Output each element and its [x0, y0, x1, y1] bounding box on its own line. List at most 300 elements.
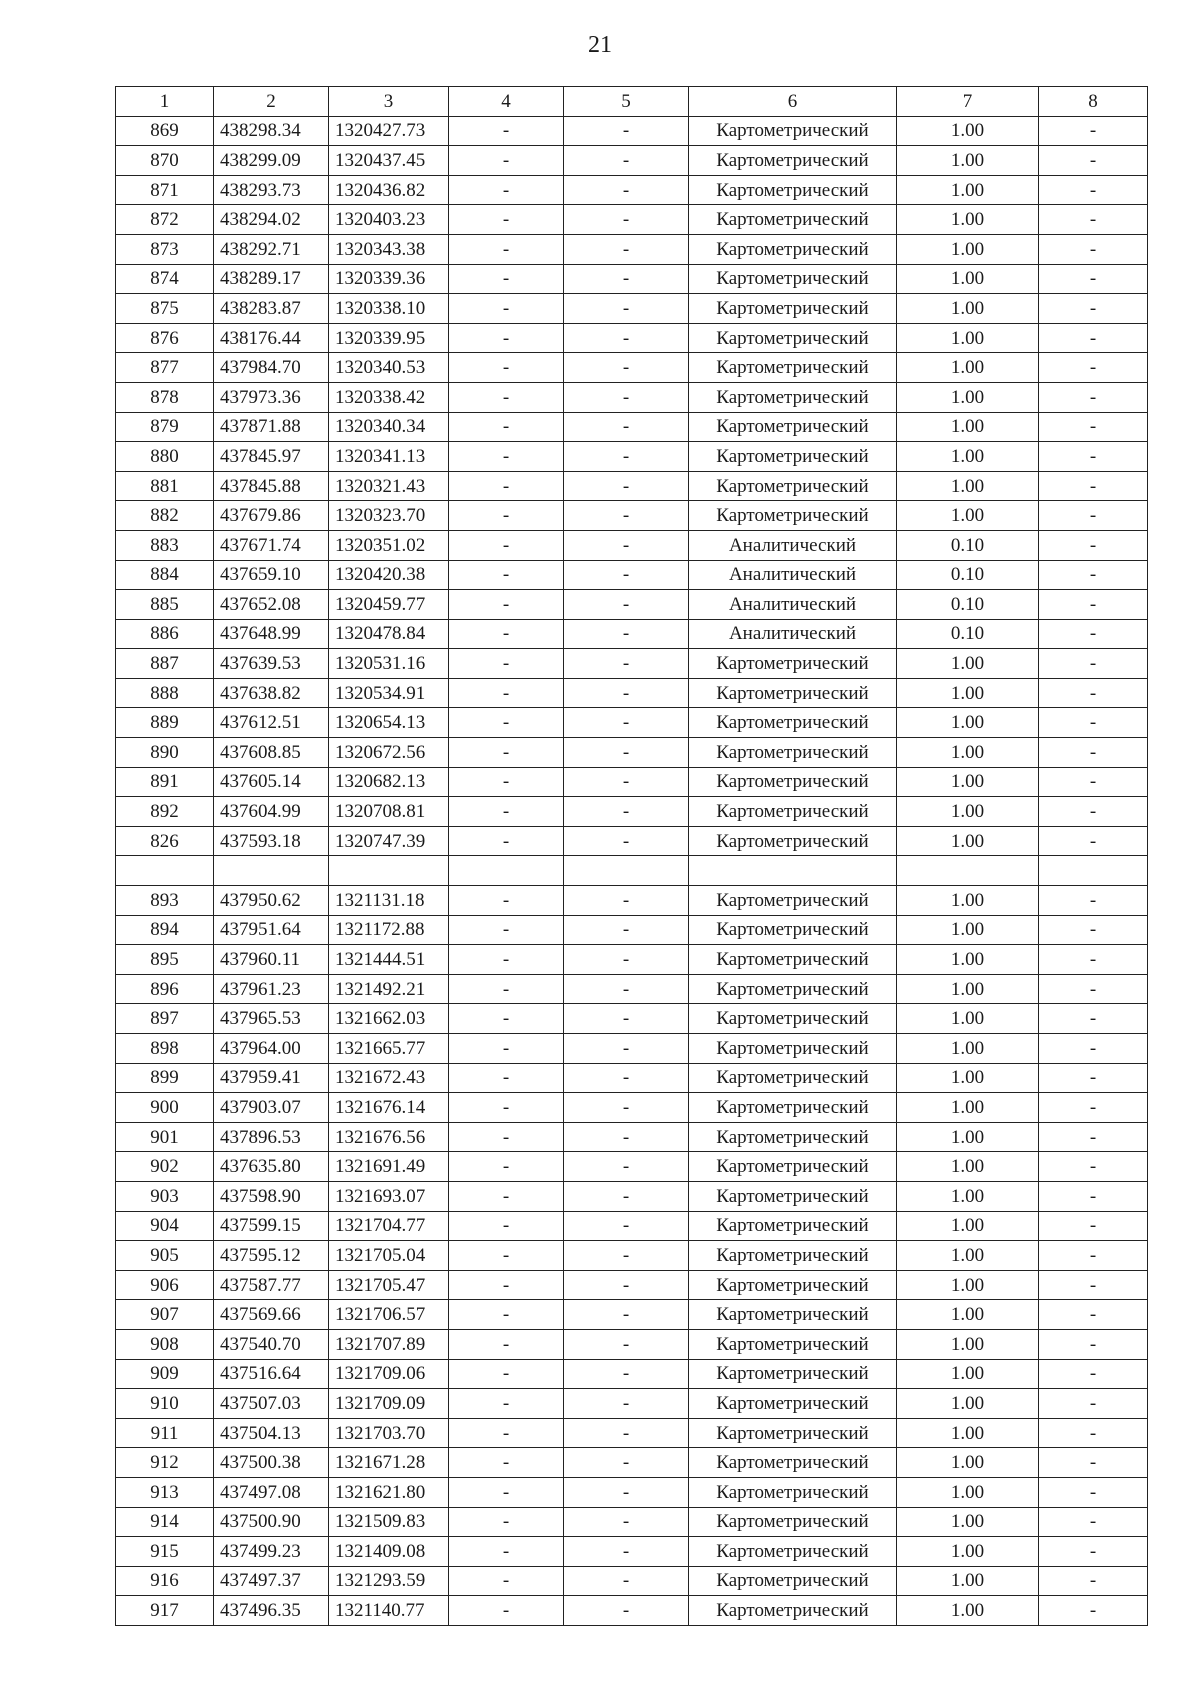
table-row — [116, 1329, 1148, 1359]
method-value: Картометрический — [689, 175, 897, 205]
y-coordinate: 1320534.91 — [329, 678, 449, 708]
x-coordinate: 437951.64 — [214, 915, 329, 945]
table-row — [116, 1093, 1148, 1123]
x-coordinate: 438289.17 — [214, 264, 329, 294]
x-coordinate: 437604.99 — [214, 797, 329, 827]
table-row — [116, 1211, 1148, 1241]
method-value: Аналитический — [689, 530, 897, 560]
column-header: 8 — [1039, 87, 1148, 117]
y-coordinate: 1320747.39 — [329, 826, 449, 856]
column-4-value: - — [449, 1537, 564, 1567]
method-value: Картометрический — [689, 353, 897, 383]
x-coordinate: 437499.23 — [214, 1537, 329, 1567]
method-value: Картометрический — [689, 1270, 897, 1300]
point-number: 902 — [116, 1152, 214, 1182]
table-row — [116, 1063, 1148, 1093]
column-5-value: - — [564, 1063, 689, 1093]
method-value: Картометрический — [689, 1596, 897, 1626]
column-5-value: - — [564, 1211, 689, 1241]
method-value: Картометрический — [689, 1063, 897, 1093]
x-coordinate: 437648.99 — [214, 619, 329, 649]
table-row — [116, 353, 1148, 383]
column-5-value: - — [564, 649, 689, 679]
point-number: 881 — [116, 471, 214, 501]
x-coordinate — [214, 856, 329, 886]
accuracy-value: 1.00 — [897, 205, 1039, 235]
column-8-value: - — [1039, 797, 1148, 827]
column-4-value: - — [449, 1211, 564, 1241]
accuracy-value: 1.00 — [897, 1152, 1039, 1182]
accuracy-value: 1.00 — [897, 1270, 1039, 1300]
y-coordinate: 1320321.43 — [329, 471, 449, 501]
table-row — [116, 738, 1148, 768]
column-5-value: - — [564, 1093, 689, 1123]
column-5-value: - — [564, 1034, 689, 1064]
column-4-value: - — [449, 797, 564, 827]
x-coordinate: 437599.15 — [214, 1211, 329, 1241]
column-header: 5 — [564, 87, 689, 117]
column-5-value — [564, 856, 689, 886]
x-coordinate: 437569.66 — [214, 1300, 329, 1330]
coordinates-table — [115, 86, 1148, 1626]
accuracy-value: 1.00 — [897, 1389, 1039, 1419]
column-4-value: - — [449, 1181, 564, 1211]
column-4-value: - — [449, 590, 564, 620]
y-coordinate: 1321665.77 — [329, 1034, 449, 1064]
point-number: 908 — [116, 1329, 214, 1359]
accuracy-value: 0.10 — [897, 619, 1039, 649]
accuracy-value: 1.00 — [897, 412, 1039, 442]
x-coordinate: 437961.23 — [214, 974, 329, 1004]
accuracy-value: 1.00 — [897, 382, 1039, 412]
column-5-value: - — [564, 1122, 689, 1152]
column-5-value: - — [564, 205, 689, 235]
column-5-value: - — [564, 1270, 689, 1300]
column-4-value: - — [449, 1418, 564, 1448]
point-number: 876 — [116, 323, 214, 353]
column-5-value: - — [564, 945, 689, 975]
x-coordinate: 437903.07 — [214, 1093, 329, 1123]
point-number — [116, 856, 214, 886]
column-8-value: - — [1039, 146, 1148, 176]
column-4-value: - — [449, 205, 564, 235]
method-value: Картометрический — [689, 442, 897, 472]
column-5-value: - — [564, 1596, 689, 1626]
method-value: Картометрический — [689, 382, 897, 412]
column-8-value: - — [1039, 530, 1148, 560]
y-coordinate: 1321693.07 — [329, 1181, 449, 1211]
column-5-value: - — [564, 1566, 689, 1596]
y-coordinate: 1320340.34 — [329, 412, 449, 442]
accuracy-value: 1.00 — [897, 1537, 1039, 1567]
column-8-value: - — [1039, 767, 1148, 797]
column-8-value: - — [1039, 1211, 1148, 1241]
table-row — [116, 708, 1148, 738]
column-4-value: - — [449, 1448, 564, 1478]
x-coordinate: 437845.97 — [214, 442, 329, 472]
column-8-value: - — [1039, 471, 1148, 501]
x-coordinate: 437608.85 — [214, 738, 329, 768]
column-8-value: - — [1039, 826, 1148, 856]
x-coordinate: 437973.36 — [214, 382, 329, 412]
accuracy-value: 0.10 — [897, 590, 1039, 620]
column-4-value: - — [449, 382, 564, 412]
column-8-value: - — [1039, 412, 1148, 442]
column-5-value: - — [564, 294, 689, 324]
accuracy-value: 1.00 — [897, 1507, 1039, 1537]
point-number: 885 — [116, 590, 214, 620]
x-coordinate: 437679.86 — [214, 501, 329, 531]
accuracy-value: 1.00 — [897, 1063, 1039, 1093]
table-row — [116, 116, 1148, 146]
x-coordinate: 437984.70 — [214, 353, 329, 383]
method-value: Картометрический — [689, 471, 897, 501]
point-number: 907 — [116, 1300, 214, 1330]
x-coordinate: 437507.03 — [214, 1389, 329, 1419]
accuracy-value: 1.00 — [897, 649, 1039, 679]
accuracy-value: 1.00 — [897, 1241, 1039, 1271]
x-coordinate: 438176.44 — [214, 323, 329, 353]
accuracy-value: 1.00 — [897, 1329, 1039, 1359]
accuracy-value: 1.00 — [897, 767, 1039, 797]
y-coordinate: 1320339.95 — [329, 323, 449, 353]
y-coordinate: 1321709.06 — [329, 1359, 449, 1389]
x-coordinate: 437540.70 — [214, 1329, 329, 1359]
method-value: Картометрический — [689, 974, 897, 1004]
column-5-value: - — [564, 323, 689, 353]
column-4-value: - — [449, 1034, 564, 1064]
column-8-value: - — [1039, 353, 1148, 383]
column-4-value: - — [449, 560, 564, 590]
point-number: 884 — [116, 560, 214, 590]
x-coordinate: 437595.12 — [214, 1241, 329, 1271]
accuracy-value: 1.00 — [897, 323, 1039, 353]
accuracy-value: 1.00 — [897, 797, 1039, 827]
y-coordinate: 1320459.77 — [329, 590, 449, 620]
x-coordinate: 437496.35 — [214, 1596, 329, 1626]
x-coordinate: 437598.90 — [214, 1181, 329, 1211]
column-8-value: - — [1039, 1181, 1148, 1211]
y-coordinate: 1321703.70 — [329, 1418, 449, 1448]
column-4-value: - — [449, 1329, 564, 1359]
point-number: 904 — [116, 1211, 214, 1241]
column-8-value: - — [1039, 1329, 1148, 1359]
x-coordinate: 437587.77 — [214, 1270, 329, 1300]
x-coordinate: 437965.53 — [214, 1004, 329, 1034]
method-value: Картометрический — [689, 1477, 897, 1507]
y-coordinate: 1320427.73 — [329, 116, 449, 146]
y-coordinate: 1320403.23 — [329, 205, 449, 235]
table-row — [116, 146, 1148, 176]
x-coordinate: 437605.14 — [214, 767, 329, 797]
point-number: 911 — [116, 1418, 214, 1448]
point-number: 894 — [116, 915, 214, 945]
y-coordinate: 1320708.81 — [329, 797, 449, 827]
point-number: 883 — [116, 530, 214, 560]
y-coordinate: 1321131.18 — [329, 886, 449, 916]
method-value: Картометрический — [689, 234, 897, 264]
x-coordinate: 437959.41 — [214, 1063, 329, 1093]
column-8-value: - — [1039, 1093, 1148, 1123]
table-row — [116, 1241, 1148, 1271]
column-8-value: - — [1039, 915, 1148, 945]
y-coordinate: 1320478.84 — [329, 619, 449, 649]
point-number: 917 — [116, 1596, 214, 1626]
point-number: 890 — [116, 738, 214, 768]
table-row — [116, 886, 1148, 916]
accuracy-value: 1.00 — [897, 1596, 1039, 1626]
column-8-value: - — [1039, 678, 1148, 708]
column-4-value — [449, 856, 564, 886]
method-value: Картометрический — [689, 1566, 897, 1596]
table-row — [116, 382, 1148, 412]
column-5-value: - — [564, 797, 689, 827]
accuracy-value: 0.10 — [897, 530, 1039, 560]
column-8-value: - — [1039, 708, 1148, 738]
table-row — [116, 1389, 1148, 1419]
x-coordinate: 437871.88 — [214, 412, 329, 442]
method-value: Картометрический — [689, 1329, 897, 1359]
y-coordinate: 1320338.42 — [329, 382, 449, 412]
table-row — [116, 797, 1148, 827]
method-value: Картометрический — [689, 501, 897, 531]
table-row — [116, 826, 1148, 856]
column-8-value: - — [1039, 1241, 1148, 1271]
table-row — [116, 1270, 1148, 1300]
column-4-value: - — [449, 1063, 564, 1093]
x-coordinate: 437845.88 — [214, 471, 329, 501]
column-5-value: - — [564, 1241, 689, 1271]
point-number: 916 — [116, 1566, 214, 1596]
column-4-value: - — [449, 146, 564, 176]
point-number: 872 — [116, 205, 214, 235]
accuracy-value: 1.00 — [897, 501, 1039, 531]
x-coordinate: 437950.62 — [214, 886, 329, 916]
accuracy-value: 1.00 — [897, 175, 1039, 205]
table-row — [116, 175, 1148, 205]
y-coordinate: 1321704.77 — [329, 1211, 449, 1241]
column-4-value: - — [449, 501, 564, 531]
table-row — [116, 619, 1148, 649]
accuracy-value: 1.00 — [897, 826, 1039, 856]
column-8-value: - — [1039, 294, 1148, 324]
column-5-value: - — [564, 442, 689, 472]
point-number: 875 — [116, 294, 214, 324]
y-coordinate: 1320437.45 — [329, 146, 449, 176]
point-number: 877 — [116, 353, 214, 383]
column-8-value: - — [1039, 1300, 1148, 1330]
column-8-value: - — [1039, 501, 1148, 531]
column-4-value: - — [449, 974, 564, 1004]
y-coordinate: 1321409.08 — [329, 1537, 449, 1567]
column-5-value: - — [564, 886, 689, 916]
accuracy-value: 1.00 — [897, 353, 1039, 383]
x-coordinate: 437516.64 — [214, 1359, 329, 1389]
y-coordinate: 1321172.88 — [329, 915, 449, 945]
table-row — [116, 1566, 1148, 1596]
x-coordinate: 437638.82 — [214, 678, 329, 708]
accuracy-value: 1.00 — [897, 1211, 1039, 1241]
method-value: Картометрический — [689, 294, 897, 324]
column-5-value: - — [564, 146, 689, 176]
x-coordinate: 437652.08 — [214, 590, 329, 620]
method-value: Картометрический — [689, 1093, 897, 1123]
column-4-value: - — [449, 116, 564, 146]
point-number: 871 — [116, 175, 214, 205]
method-value: Картометрический — [689, 1300, 897, 1330]
point-number: 892 — [116, 797, 214, 827]
table-row — [116, 1359, 1148, 1389]
table-row — [116, 915, 1148, 945]
column-8-value: - — [1039, 1477, 1148, 1507]
accuracy-value: 1.00 — [897, 1418, 1039, 1448]
y-coordinate: 1321509.83 — [329, 1507, 449, 1537]
x-coordinate: 437635.80 — [214, 1152, 329, 1182]
x-coordinate: 438293.73 — [214, 175, 329, 205]
y-coordinate: 1321707.89 — [329, 1329, 449, 1359]
y-coordinate — [329, 856, 449, 886]
column-8-value: - — [1039, 1004, 1148, 1034]
point-number: 878 — [116, 382, 214, 412]
y-coordinate: 1320436.82 — [329, 175, 449, 205]
x-coordinate: 438299.09 — [214, 146, 329, 176]
column-4-value: - — [449, 294, 564, 324]
table-row — [116, 1448, 1148, 1478]
y-coordinate: 1320420.38 — [329, 560, 449, 590]
column-4-value: - — [449, 442, 564, 472]
accuracy-value: 1.00 — [897, 1093, 1039, 1123]
column-5-value: - — [564, 264, 689, 294]
column-8-value: - — [1039, 590, 1148, 620]
column-5-value: - — [564, 116, 689, 146]
column-5-value: - — [564, 234, 689, 264]
column-8-value: - — [1039, 1122, 1148, 1152]
table-row — [116, 1122, 1148, 1152]
y-coordinate: 1320338.10 — [329, 294, 449, 324]
accuracy-value: 1.00 — [897, 1034, 1039, 1064]
point-number: 873 — [116, 234, 214, 264]
y-coordinate: 1320682.13 — [329, 767, 449, 797]
point-number: 913 — [116, 1477, 214, 1507]
column-8-value: - — [1039, 1034, 1148, 1064]
point-number: 882 — [116, 501, 214, 531]
table-row — [116, 1507, 1148, 1537]
table-row — [116, 323, 1148, 353]
y-coordinate: 1321444.51 — [329, 945, 449, 975]
column-5-value: - — [564, 353, 689, 383]
method-value — [689, 856, 897, 886]
x-coordinate: 437659.10 — [214, 560, 329, 590]
table-row — [116, 1004, 1148, 1034]
method-value: Картометрический — [689, 1211, 897, 1241]
column-8-value: - — [1039, 175, 1148, 205]
column-8-value: - — [1039, 1389, 1148, 1419]
y-coordinate: 1321621.80 — [329, 1477, 449, 1507]
column-5-value: - — [564, 1477, 689, 1507]
method-value: Картометрический — [689, 1537, 897, 1567]
column-5-value: - — [564, 1329, 689, 1359]
table-row — [116, 1477, 1148, 1507]
column-5-value: - — [564, 382, 689, 412]
y-coordinate: 1320340.53 — [329, 353, 449, 383]
column-4-value: - — [449, 264, 564, 294]
column-5-value: - — [564, 738, 689, 768]
accuracy-value: 1.00 — [897, 1004, 1039, 1034]
method-value: Картометрический — [689, 1122, 897, 1152]
x-coordinate: 437497.08 — [214, 1477, 329, 1507]
method-value: Картометрический — [689, 1241, 897, 1271]
y-coordinate: 1321492.21 — [329, 974, 449, 1004]
accuracy-value: 1.00 — [897, 945, 1039, 975]
method-value: Картометрический — [689, 678, 897, 708]
accuracy-value: 1.00 — [897, 708, 1039, 738]
point-number: 901 — [116, 1122, 214, 1152]
column-5-value: - — [564, 826, 689, 856]
column-4-value: - — [449, 767, 564, 797]
column-4-value: - — [449, 886, 564, 916]
table-row — [116, 974, 1148, 1004]
y-coordinate: 1321671.28 — [329, 1448, 449, 1478]
column-8-value: - — [1039, 738, 1148, 768]
table-row — [116, 560, 1148, 590]
method-value: Аналитический — [689, 619, 897, 649]
column-4-value: - — [449, 1093, 564, 1123]
point-number: 914 — [116, 1507, 214, 1537]
y-coordinate: 1320339.36 — [329, 264, 449, 294]
column-4-value: - — [449, 353, 564, 383]
accuracy-value: 1.00 — [897, 1448, 1039, 1478]
x-coordinate: 437964.00 — [214, 1034, 329, 1064]
point-number: 879 — [116, 412, 214, 442]
column-8-value: - — [1039, 649, 1148, 679]
column-header: 7 — [897, 87, 1039, 117]
column-4-value: - — [449, 945, 564, 975]
column-4-value: - — [449, 738, 564, 768]
method-value: Картометрический — [689, 205, 897, 235]
column-8-value: - — [1039, 116, 1148, 146]
accuracy-value — [897, 856, 1039, 886]
column-4-value: - — [449, 175, 564, 205]
column-8-value: - — [1039, 1418, 1148, 1448]
table-row — [116, 945, 1148, 975]
table-row — [116, 856, 1148, 886]
column-header: 1 — [116, 87, 214, 117]
accuracy-value: 1.00 — [897, 1300, 1039, 1330]
accuracy-value: 1.00 — [897, 116, 1039, 146]
column-4-value: - — [449, 826, 564, 856]
column-5-value: - — [564, 1004, 689, 1034]
accuracy-value: 1.00 — [897, 234, 1039, 264]
column-8-value: - — [1039, 945, 1148, 975]
point-number: 906 — [116, 1270, 214, 1300]
point-number: 895 — [116, 945, 214, 975]
x-coordinate: 437671.74 — [214, 530, 329, 560]
column-4-value: - — [449, 619, 564, 649]
table-row — [116, 767, 1148, 797]
accuracy-value: 1.00 — [897, 1359, 1039, 1389]
y-coordinate: 1321709.09 — [329, 1389, 449, 1419]
column-8-value: - — [1039, 1152, 1148, 1182]
table-row — [116, 1537, 1148, 1567]
method-value: Картометрический — [689, 708, 897, 738]
column-4-value: - — [449, 1477, 564, 1507]
column-5-value: - — [564, 915, 689, 945]
x-coordinate: 438294.02 — [214, 205, 329, 235]
column-5-value: - — [564, 471, 689, 501]
table-row — [116, 530, 1148, 560]
column-8-value: - — [1039, 1537, 1148, 1567]
column-4-value: - — [449, 1359, 564, 1389]
